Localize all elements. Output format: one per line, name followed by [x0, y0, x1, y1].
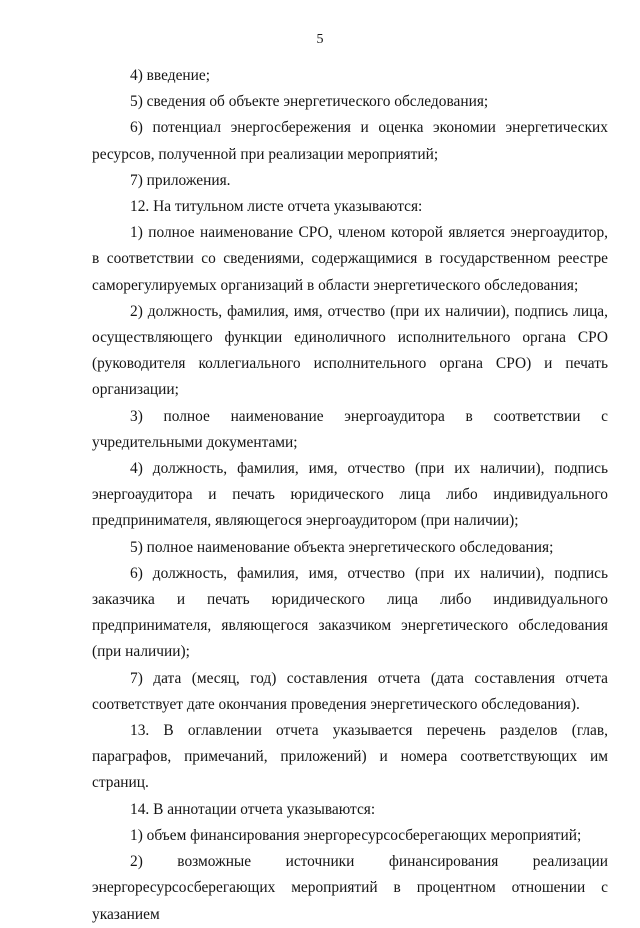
paragraph: 6) должность, фамилия, имя, отчество (при их наличии), подпись заказчика и печать юридического лица либо индивидуального предпринимателя, являющегося заказчиком энергетического обследования (при наличии); — [92, 564, 608, 661]
paragraph: 7) приложения. — [130, 171, 231, 189]
paragraph: 6) потенциал энергосбережения и оценка экономии энергетических ресурсов, полученной при реализации мероприятий; — [92, 119, 608, 163]
paragraph: 12. На титульном листе отчета указываются: — [130, 198, 423, 216]
paragraph: 3) полное наименование энергоаудитора в соответствии с учредительными документами; — [92, 407, 608, 451]
paragraph: 14. В аннотации отчета указываются: — [130, 800, 376, 818]
paragraph: 5) сведения об объекте энергетического обследования; — [130, 93, 489, 111]
paragraph: 1) объем финансирования энергоресурсосберегающих мероприятий; — [130, 826, 582, 844]
paragraph: 2) возможные источники финансирования реализации энергоресурсосберегающих мероприятий в процентном отношении с указанием — [92, 853, 608, 923]
page-number: 5 — [316, 32, 324, 47]
paragraph: 4) введение; — [130, 67, 210, 84]
paragraph: 7) дата (месяц, год) составления отчета (дата составления отчета соответствует дате окончания проведения энергетического обследования). — [92, 669, 608, 713]
paragraph: 4) должность, фамилия, имя, отчество (при их наличии), подпись энергоаудитора и печать юридического лица либо индивидуального предпринимателя, являющегося энергоаудитором (при наличии); — [92, 460, 608, 530]
paragraph: 2) должность, фамилия, имя, отчество (при их наличии), подпись лица, осуществляющего функции единоличного исполнительного органа СРО (руководителя коллегиального исполнительного органа СРО) и печать организации; — [92, 302, 608, 399]
paragraph: 5) полное наименование объекта энергетического обследования; — [130, 538, 554, 556]
paragraph: 13. В оглавлении отчета указывается перечень разделов (глав, параграфов, примечаний, приложений) и номера соответствующих им страниц. — [92, 722, 608, 792]
document-body — [92, 63, 608, 928]
paragraph: 1) полное наименование СРО, членом которой является энергоаудитор, в соответствии со сведениями, содержащимися в государственном реестре саморегулируемых организаций в области энергетического обследования; — [92, 224, 608, 294]
